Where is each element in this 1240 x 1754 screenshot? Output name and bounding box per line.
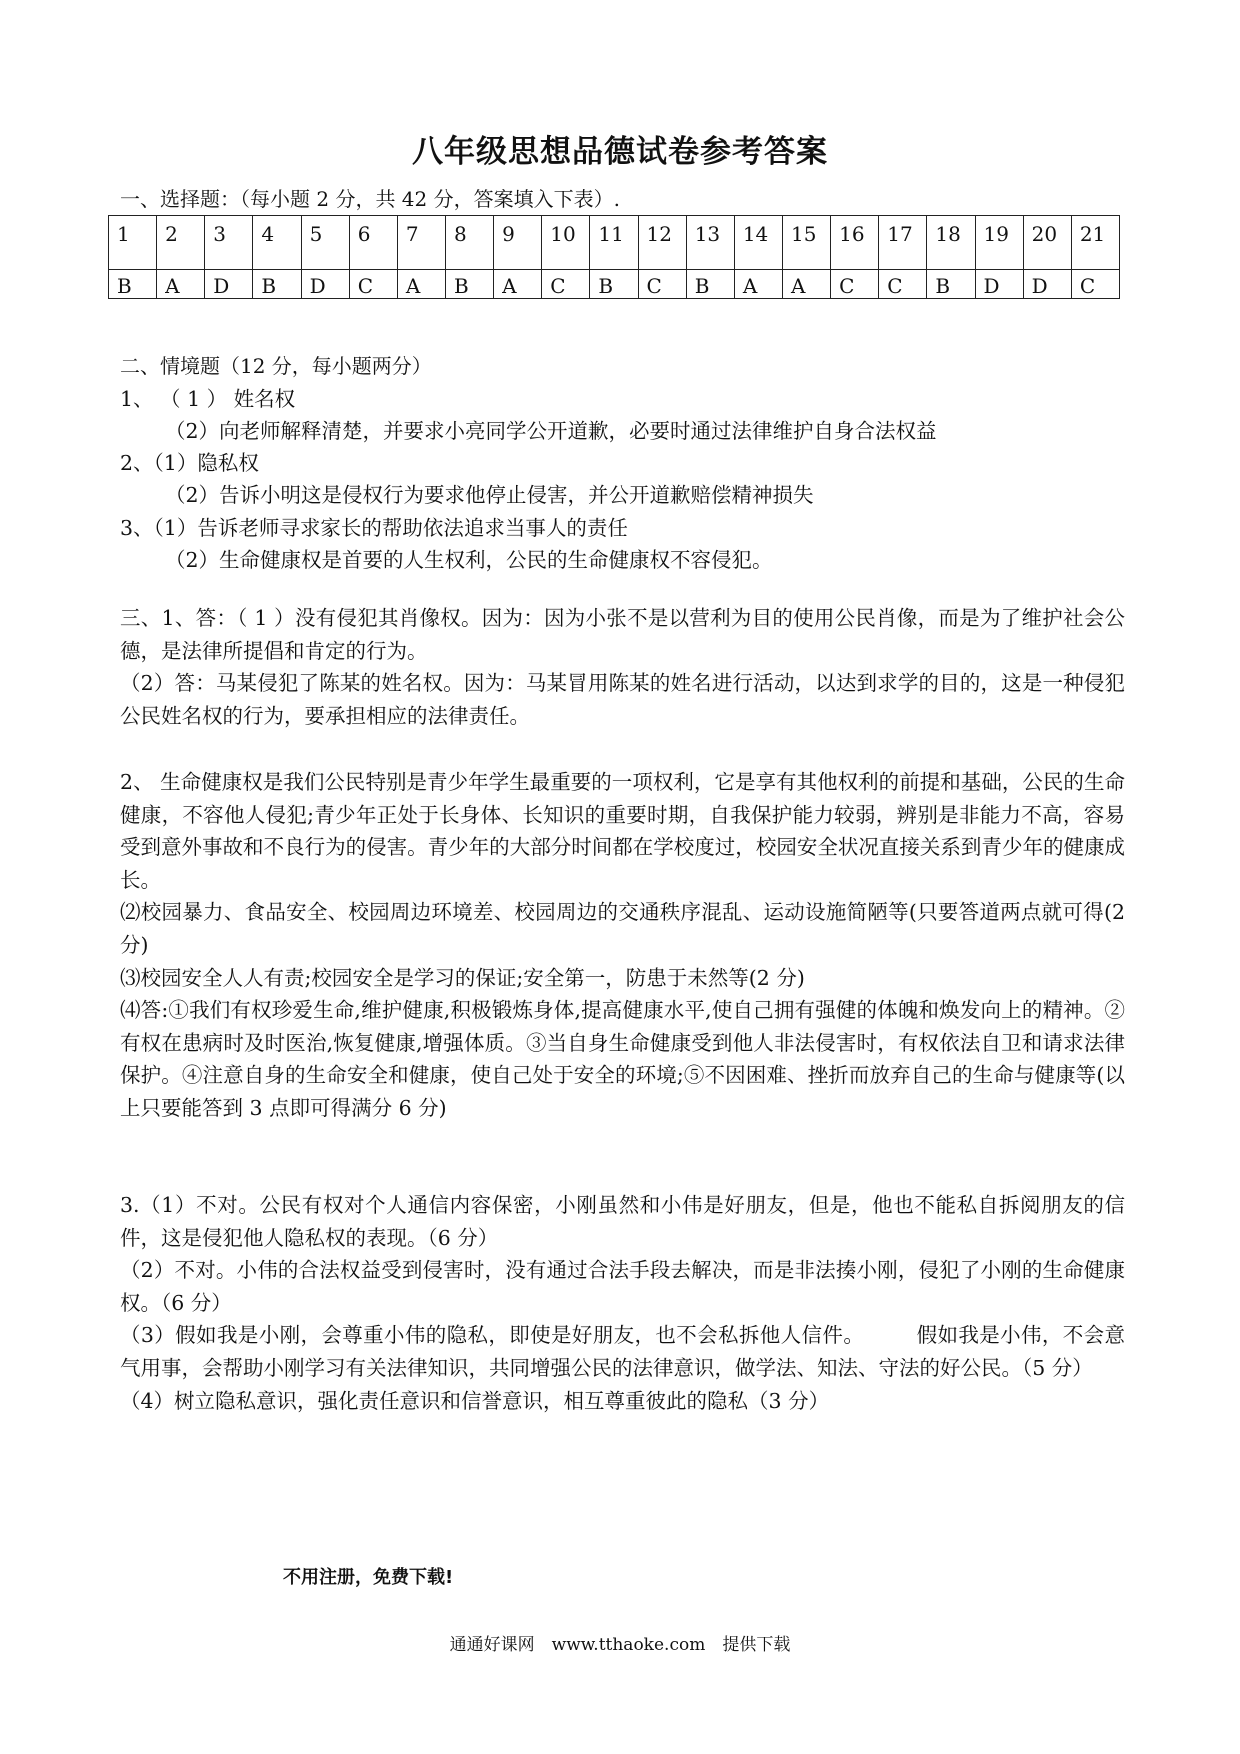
s3-q3-part3: （3）假如我是小刚，会尊重小伟的隐私，即使是好朋友，也不会私拆他人信件。 假如我是小伟，不会意气用事，会帮助小刚学习有关法律知识，共同增强公民的法律意识，做学法、知法、守法的好公民。（5 分） xyxy=(120,1323,1125,1380)
answer-cell: B xyxy=(927,270,975,299)
s3-q1-part2: （2）答：马某侵犯了陈某的姓名权。因为：马某冒用陈某的姓名进行活动，以达到求学的目的，这是一种侵犯公民姓名权的行为，要承担相应的法律责任。 xyxy=(120,671,1125,728)
s3-q3-part4: （4）树立隐私意识，强化责任意识和信誉意识，相互尊重彼此的隐私（3 分） xyxy=(120,1388,830,1413)
s3-q2-part3: ⑶校园安全人人有责;校园安全是学习的保证;安全第一，防患于未然等(2 分) xyxy=(120,965,805,990)
answer-cell: D xyxy=(205,270,253,299)
s3-q3-part1: 3.（1）不对。公民有权对个人通信内容保密，小刚虽然和小伟是好朋友，但是，他也不能私自拆阅朋友的信件，这是侵犯他人隐私权的表现。（6 分） xyxy=(120,1193,1125,1250)
answer-cell: D xyxy=(1023,270,1071,299)
answer-cell: A xyxy=(494,270,542,299)
question-number-cell: 19 xyxy=(975,216,1023,270)
answer-cell: D xyxy=(975,270,1023,299)
answer-cell: A xyxy=(157,270,205,299)
answer-cell: A xyxy=(782,270,830,299)
question-number-cell: 9 xyxy=(494,216,542,270)
s3-q3-part2: （2）不对。小伟的合法权益受到侵害时，没有通过合法手段去解决，而是非法揍小刚，侵犯了小刚的生命健康权。（6 分） xyxy=(120,1258,1125,1315)
s2-q2-part1: 2、（1）隐私权 xyxy=(120,451,259,475)
question-number-cell: 7 xyxy=(397,216,445,270)
s3-q2-part1: 2、 生命健康权是我们公民特别是青少年学生最重要的一项权利，它是享有其他权利的前提和基础，公民的生命健康，不容他人侵犯;青少年正处于长身体、长知识的重要时期，自我保护能力较弱，辨别是非能力不高，容易受到意外事故和不良行为的侵害。青少年的大部分时间都在学校度过，校园安全状况直接关系到青少年的健康成长。 xyxy=(120,770,1125,892)
question-number-cell: 18 xyxy=(927,216,975,270)
question-number-cell: 10 xyxy=(542,216,590,270)
s2-q3-part2: （2）生命健康权是首要的人生权利，公民的生命健康权不容侵犯。 xyxy=(165,548,773,572)
question-number-cell: 8 xyxy=(445,216,493,270)
question-number-cell: 1 xyxy=(109,216,157,270)
s3-q3-answer xyxy=(120,1189,1125,1417)
question-number-cell: 13 xyxy=(686,216,734,270)
question-number-cell: 21 xyxy=(1071,216,1119,270)
question-number-cell: 3 xyxy=(205,216,253,270)
answer-cell: D xyxy=(301,270,349,299)
question-number-cell: 2 xyxy=(157,216,205,270)
answer-cell: C xyxy=(349,270,397,299)
question-number-cell: 11 xyxy=(590,216,638,270)
footer-source: 通通好课网 www.tthaoke.com 提供下载 xyxy=(449,1635,791,1655)
answer-table-number-row xyxy=(109,216,1120,270)
page-title: 八年级思想品德试卷参考答案 xyxy=(412,134,828,170)
s2-q2-part2: （2）告诉小明这是侵权行为要求他停止侵害，并公开道歉赔偿精神损失 xyxy=(165,483,814,507)
question-number-cell: 4 xyxy=(253,216,301,270)
s2-q1-part2: （2）向老师解释清楚，并要求小亮同学公开道歉，必要时通过法律维护自身合法权益 xyxy=(165,419,937,443)
answer-cell: C xyxy=(542,270,590,299)
answer-cell: B xyxy=(686,270,734,299)
answer-cell: C xyxy=(879,270,927,299)
answer-cell: C xyxy=(831,270,879,299)
s3-q2-answer xyxy=(120,766,1125,1125)
s3-q2-part4: ⑷答:①我们有权珍爱生命,维护健康,积极锻炼身体,提高健康水平,使自己拥有强健的体魄和焕发向上的精神。②有权在患病时及时医治,恢复健康,增强体质。③当自身生命健康受到他人非法侵害时，有权依法自卫和请求法律保护。④注意自身的生命安全和健康，使自己处于安全的环境;⑤不因困难、挫折而放弃自己的生命与健康等(以上只要能答到 3 点即可得满分 6 分) xyxy=(120,998,1125,1120)
s3-q1-part1: 三、1、答：（ 1 ）没有侵犯其肖像权。因为：因为小张不是以营利为目的使用公民肖像，而是为了维护社会公德，是法律所提倡和肯定的行为。 xyxy=(120,606,1125,663)
answer-cell: C xyxy=(638,270,686,299)
answer-cell: B xyxy=(445,270,493,299)
free-download-notice: 不用注册，免费下载! xyxy=(283,1567,454,1588)
question-number-cell: 15 xyxy=(782,216,830,270)
answer-table xyxy=(108,215,1120,299)
s3-q2-part2: ⑵校园暴力、食品安全、校园周边环境差、校园周边的交通秩序混乱、运动设施简陋等(只要答道两点就可得(2 分) xyxy=(120,900,1125,957)
answer-cell: A xyxy=(734,270,782,299)
answer-cell: B xyxy=(590,270,638,299)
answer-table-answer-row xyxy=(109,270,1120,299)
question-number-cell: 12 xyxy=(638,216,686,270)
answer-cell: B xyxy=(109,270,157,299)
question-number-cell: 17 xyxy=(879,216,927,270)
answer-cell: B xyxy=(253,270,301,299)
question-number-cell: 16 xyxy=(831,216,879,270)
s2-q3-part1: 3、（1）告诉老师寻求家长的帮助依法追求当事人的责任 xyxy=(120,516,628,540)
section2-heading: 二、情境题（12 分，每小题两分） xyxy=(120,354,432,378)
section1-heading: 一、选择题：（每小题 2 分，共 42 分，答案填入下表）. xyxy=(120,187,620,211)
question-number-cell: 14 xyxy=(734,216,782,270)
s2-q1-part1: 1、 （ 1 ） 姓名权 xyxy=(120,387,296,411)
question-number-cell: 20 xyxy=(1023,216,1071,270)
s3-q1-answer xyxy=(120,602,1125,732)
answer-cell: A xyxy=(397,270,445,299)
answer-cell: C xyxy=(1071,270,1119,299)
question-number-cell: 6 xyxy=(349,216,397,270)
question-number-cell: 5 xyxy=(301,216,349,270)
